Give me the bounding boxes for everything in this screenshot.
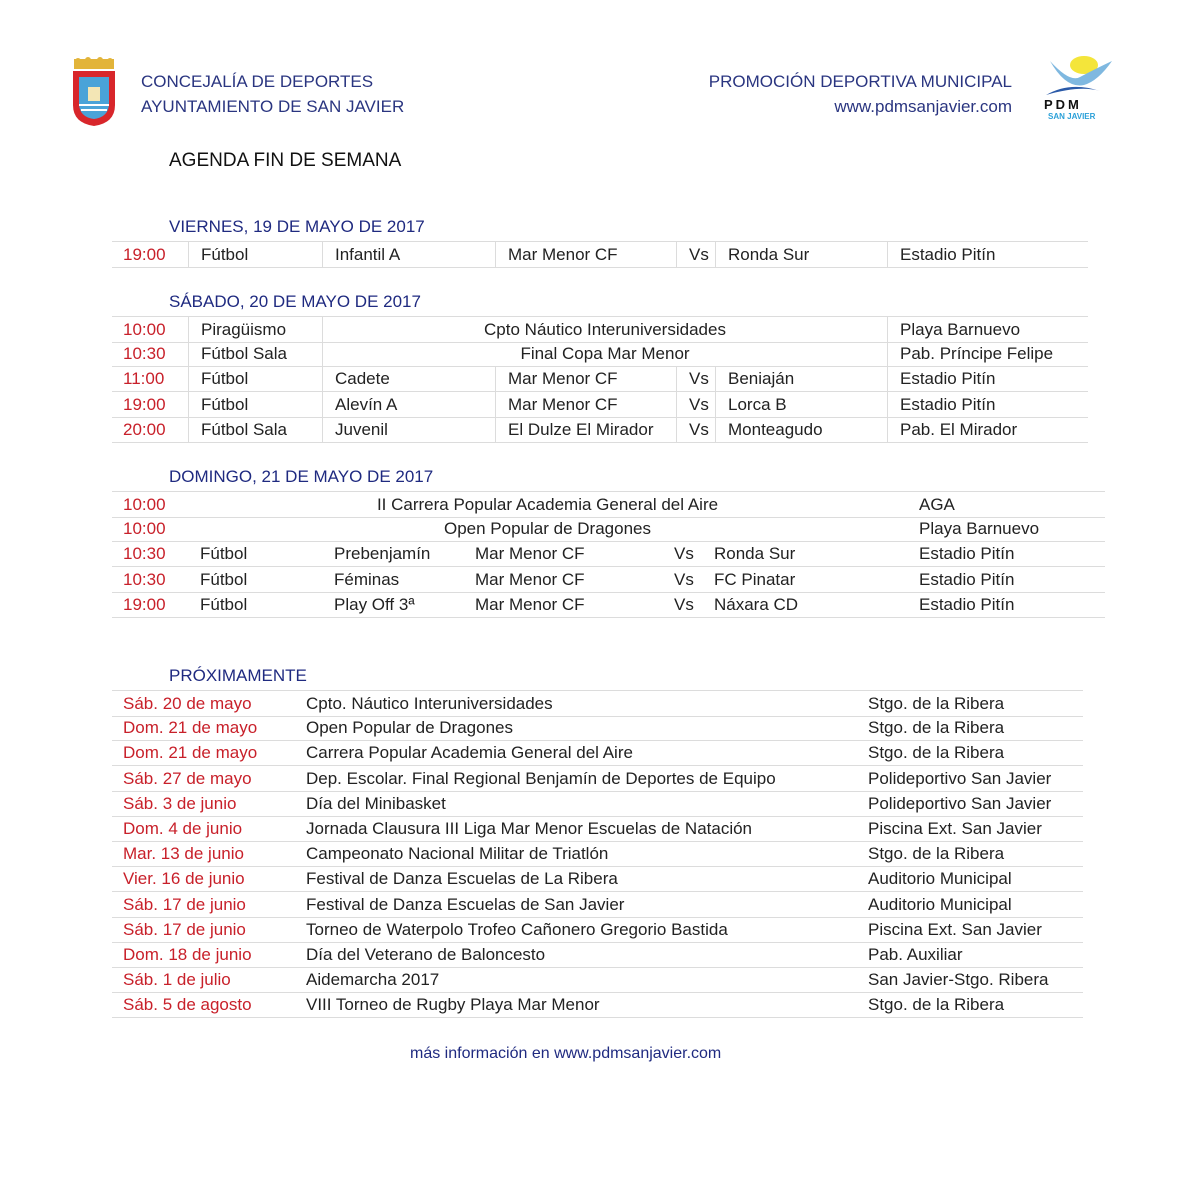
away-cell: Lorca B bbox=[715, 392, 887, 417]
day-heading: SÁBADO, 20 DE MAYO DE 2017 bbox=[169, 292, 421, 311]
upcoming-event: Festival de Danza Escuelas de La Ribera bbox=[306, 869, 618, 889]
upcoming-date: Vier. 16 de junio bbox=[123, 869, 245, 889]
place-cell: Estadio Pitín bbox=[887, 392, 1088, 417]
upcoming-row bbox=[112, 992, 1083, 1018]
away-cell: Ronda Sur bbox=[714, 544, 796, 564]
upcoming-row bbox=[112, 942, 1083, 968]
upcoming-date: Sáb. 1 de julio bbox=[123, 970, 231, 990]
place-cell: Estadio Pitín bbox=[887, 366, 1088, 391]
home-cell: Mar Menor CF bbox=[495, 242, 676, 267]
upcoming-row bbox=[112, 892, 1083, 918]
upcoming-event: Día del Veterano de Baloncesto bbox=[306, 945, 546, 964]
upcoming-date: Dom. 4 de junio bbox=[123, 819, 243, 838]
upcoming-place: Piscina Ext. San Javier bbox=[868, 919, 1042, 939]
upcoming-event: Open Popular de Dragones bbox=[306, 718, 513, 738]
upcoming-date: Sáb. 17 de junio bbox=[123, 919, 246, 939]
time-cell: 10:30 bbox=[123, 569, 166, 589]
upcoming-row bbox=[112, 967, 1083, 993]
sport-cell: Fútbol bbox=[200, 594, 248, 614]
home-cell: Mar Menor CF bbox=[495, 366, 676, 391]
upcoming-event: Dep. Escolar. Final Regional Benjamín de Deportes de Equipo bbox=[306, 768, 776, 788]
event-name: Cpto Náutico Interuniversidades bbox=[322, 317, 887, 342]
vs-cell: Vs bbox=[676, 242, 715, 267]
upcoming-row bbox=[112, 816, 1083, 842]
footer-more-info-link[interactable]: más información en www.pdmsanjavier.com bbox=[410, 1045, 722, 1062]
home-cell: Mar Menor CF bbox=[475, 544, 585, 564]
pdm-logo: PDM SAN JAVIER bbox=[1040, 55, 1116, 125]
category-cell: Cadete bbox=[322, 366, 495, 391]
schedule-row bbox=[112, 392, 1088, 418]
category-cell: Prebenjamín bbox=[334, 544, 431, 564]
place-cell: Pab. El Mirador bbox=[887, 417, 1088, 442]
category-cell: Infantil A bbox=[322, 242, 495, 267]
time-cell: 19:00 bbox=[123, 245, 166, 264]
schedule-row bbox=[112, 541, 1105, 567]
event-name: Open Popular de Dragones bbox=[444, 519, 651, 539]
upcoming-date: Dom. 21 de mayo bbox=[123, 743, 258, 763]
place-cell: AGA bbox=[919, 495, 955, 514]
sport-cell: Fútbol bbox=[188, 366, 322, 391]
upcoming-event: Cpto. Náutico Interuniversidades bbox=[306, 694, 553, 713]
upcoming-date: Dom. 18 de junio bbox=[123, 945, 252, 964]
upcoming-event: Festival de Danza Escuelas de San Javier bbox=[306, 894, 625, 914]
away-cell: Monteagudo bbox=[715, 417, 887, 442]
upcoming-row bbox=[112, 690, 1083, 717]
upcoming-place: Polideportivo San Javier bbox=[868, 768, 1052, 788]
vs-cell: Vs bbox=[674, 569, 694, 589]
upcoming-place: Auditorio Municipal bbox=[868, 894, 1012, 914]
day-heading: DOMINGO, 21 DE MAYO DE 2017 bbox=[169, 467, 434, 486]
council-name: CONCEJALÍA DE DEPORTES bbox=[141, 72, 374, 91]
home-cell: Mar Menor CF bbox=[475, 569, 585, 589]
category-cell: Alevín A bbox=[322, 392, 495, 417]
upcoming-event: Aidemarcha 2017 bbox=[306, 970, 440, 990]
upcoming-date: Sáb. 3 de junio bbox=[123, 793, 237, 813]
upcoming-row bbox=[112, 715, 1083, 741]
upcoming-place: Stgo. de la Ribera bbox=[868, 844, 1005, 864]
upcoming-row bbox=[112, 791, 1083, 817]
schedule-row bbox=[112, 491, 1105, 518]
away-cell: Ronda Sur bbox=[715, 242, 887, 267]
upcoming-row bbox=[112, 917, 1083, 943]
upcoming-place: Stgo. de la Ribera bbox=[868, 743, 1005, 763]
category-cell: Play Off 3ª bbox=[334, 594, 415, 614]
away-cell: FC Pinatar bbox=[714, 569, 796, 589]
sport-cell: Piragüismo bbox=[188, 317, 322, 342]
schedule-row bbox=[112, 592, 1105, 618]
away-cell: Beniaján bbox=[715, 366, 887, 391]
upcoming-place: Stgo. de la Ribera bbox=[868, 995, 1005, 1015]
time-cell: 10:00 bbox=[123, 519, 166, 539]
vs-cell: Vs bbox=[676, 366, 715, 391]
sport-cell: Fútbol bbox=[188, 392, 322, 417]
home-cell: Mar Menor CF bbox=[475, 594, 585, 614]
sport-cell: Fútbol bbox=[188, 242, 322, 267]
upcoming-event: Torneo de Waterpolo Trofeo Cañonero Gregorio Bastida bbox=[306, 919, 728, 939]
vs-cell: Vs bbox=[674, 594, 694, 614]
time-cell: 19:00 bbox=[123, 394, 166, 414]
upcoming-event: VIII Torneo de Rugby Playa Mar Menor bbox=[306, 995, 600, 1015]
upcoming-heading: PRÓXIMAMENTE bbox=[169, 666, 307, 685]
schedule-row bbox=[112, 516, 1105, 542]
event-name: II Carrera Popular Academia General del Aire bbox=[376, 495, 719, 514]
time-cell: 10:00 bbox=[123, 320, 166, 339]
upcoming-row bbox=[112, 740, 1083, 766]
sport-cell: Fútbol Sala bbox=[188, 341, 322, 366]
schedule-row bbox=[112, 567, 1105, 593]
upcoming-date: Sáb. 20 de mayo bbox=[123, 694, 252, 713]
place-cell: Playa Barnuevo bbox=[887, 317, 1088, 342]
org-name: PROMOCIÓN DEPORTIVA MUNICIPAL bbox=[708, 72, 1012, 91]
org-website-link[interactable]: www.pdmsanjavier.com bbox=[834, 97, 1012, 116]
category-cell: Féminas bbox=[334, 569, 400, 589]
place-cell: Estadio Pitín bbox=[919, 594, 1015, 614]
upcoming-row bbox=[112, 841, 1083, 867]
schedule-row bbox=[112, 417, 1088, 443]
time-cell: 10:30 bbox=[123, 544, 166, 564]
event-name: Final Copa Mar Menor bbox=[322, 341, 887, 366]
time-cell: 10:00 bbox=[123, 495, 166, 514]
upcoming-date: Mar. 13 de junio bbox=[123, 844, 244, 864]
sport-cell: Fútbol bbox=[200, 544, 248, 564]
schedule-row bbox=[112, 241, 1088, 268]
day-heading: VIERNES, 19 DE MAYO DE 2017 bbox=[169, 217, 425, 236]
upcoming-date: Sáb. 5 de agosto bbox=[123, 995, 252, 1015]
place-cell: Playa Barnuevo bbox=[919, 519, 1040, 539]
place-cell: Estadio Pitín bbox=[919, 544, 1015, 564]
schedule-row bbox=[112, 366, 1088, 392]
upcoming-date: Sáb. 17 de junio bbox=[123, 894, 246, 914]
upcoming-event: Día del Minibasket bbox=[306, 793, 446, 813]
upcoming-place: Polideportivo San Javier bbox=[868, 793, 1052, 813]
time-cell: 20:00 bbox=[123, 419, 166, 439]
upcoming-place: Auditorio Municipal bbox=[868, 869, 1012, 889]
time-cell: 10:30 bbox=[123, 344, 166, 364]
vs-cell: Vs bbox=[676, 417, 715, 442]
home-cell: El Dulze El Mirador bbox=[495, 417, 676, 442]
place-cell: Estadio Pitín bbox=[919, 569, 1015, 589]
upcoming-date: Dom. 21 de mayo bbox=[123, 718, 258, 738]
away-cell: Náxara CD bbox=[714, 594, 799, 614]
page-title: AGENDA FIN DE SEMANA bbox=[169, 150, 402, 171]
upcoming-event: Campeonato Nacional Militar de Triatlón bbox=[306, 844, 609, 864]
sport-cell: Fútbol Sala bbox=[188, 417, 322, 442]
sport-cell: Fútbol bbox=[200, 569, 248, 589]
upcoming-place: San Javier-Stgo. Ribera bbox=[868, 970, 1049, 990]
vs-cell: Vs bbox=[676, 392, 715, 417]
schedule-row bbox=[112, 341, 1088, 367]
place-cell: Estadio Pitín bbox=[887, 242, 1088, 267]
time-cell: 11:00 bbox=[123, 369, 165, 389]
place-cell: Pab. Príncipe Felipe bbox=[887, 341, 1088, 366]
city-hall-name: AYUNTAMIENTO DE SAN JAVIER bbox=[141, 97, 405, 116]
vs-cell: Vs bbox=[674, 544, 694, 564]
schedule-row bbox=[112, 316, 1088, 343]
home-cell: Mar Menor CF bbox=[495, 392, 676, 417]
upcoming-date: Sáb. 27 de mayo bbox=[123, 768, 252, 788]
upcoming-place: Pab. Auxiliar bbox=[868, 945, 963, 964]
category-cell: Juvenil bbox=[322, 417, 495, 442]
upcoming-row bbox=[112, 866, 1083, 892]
upcoming-place: Piscina Ext. San Javier bbox=[868, 819, 1042, 838]
time-cell: 19:00 bbox=[123, 594, 166, 614]
upcoming-event: Jornada Clausura III Liga Mar Menor Escuelas de Natación bbox=[306, 819, 753, 838]
san-javier-coat-of-arms-logo bbox=[70, 57, 118, 127]
upcoming-row bbox=[112, 766, 1083, 792]
upcoming-event: Carrera Popular Academia General del Aire bbox=[306, 743, 633, 763]
upcoming-place: Stgo. de la Ribera bbox=[868, 718, 1005, 738]
upcoming-place: Stgo. de la Ribera bbox=[868, 694, 1005, 713]
